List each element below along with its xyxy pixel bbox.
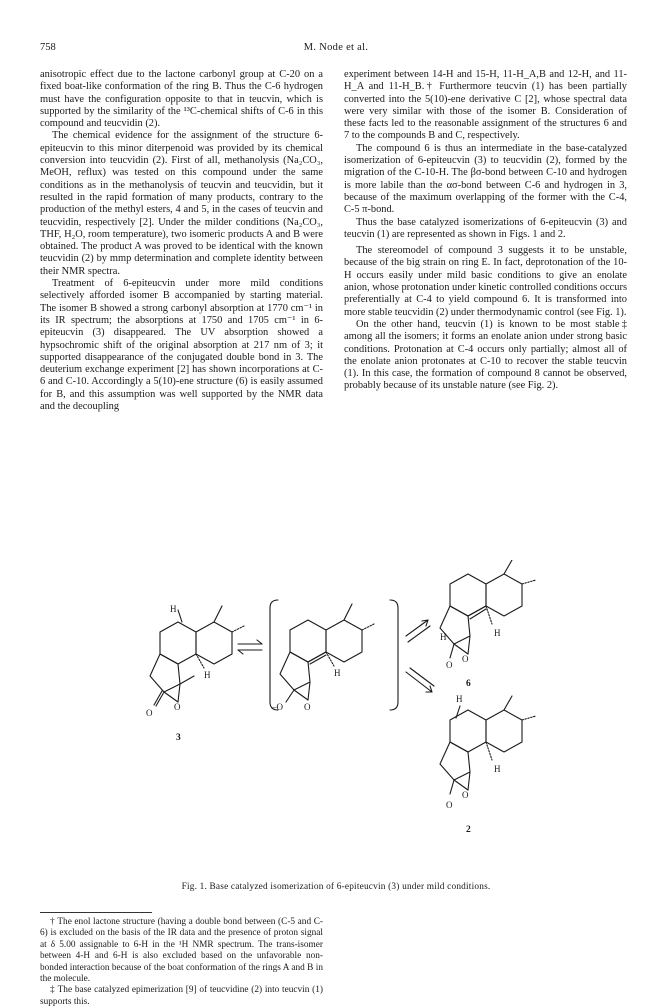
paragraph: anisotropic effect due to the lactone carbonyl group at C-20 on a fixed boat-like conformation of the ring B. Thus the C-6 hydrogen must have the configuration opposite to that in teucvin, which is supported by the similarity of the ¹³C-chemical shifts of C-6 in this compound and teucvidin (2). — [40, 69, 323, 130]
atom-label-h: H — [494, 764, 501, 774]
atom-label-o: O — [146, 708, 153, 718]
scheme-drawing — [120, 560, 550, 850]
paragraph: Treatment of 6-epiteucvin under more mild conditions selectively afforded isomer B accompanied by starting material. The isomer B showed a strong carbonyl absorption at 1770 cm⁻¹ in its IR spectrum; the absorptions at 1750 and 1705 cm⁻¹ in 6-epiteucvin (3) disappeared. The UV absorption showed a hypsochromic shift of the original absorption at 217 nm of 3; it supported disappearance of the conjugated double bond in 3. The deuterium exchange experiment [2] has shown incorporations at C-6 and C-10. Accordingly a 5(10)-ene structure (6) is easily assumed for B, and this assumption was well supported by the NMR data and the decoupling — [40, 278, 323, 413]
footnote: ‡ The base catalyzed epimerization [9] of teucvidine (2) into teucvin (1) supports this. — [40, 985, 323, 1007]
atom-label-h: H — [456, 694, 463, 704]
structure-enolate-intermediate — [270, 600, 398, 710]
page-header — [40, 42, 632, 56]
atom-label-h: H — [204, 670, 211, 680]
footnote-divider — [40, 912, 152, 913]
atom-label-o: O — [446, 800, 453, 810]
figure-caption: Fig. 1. Base catalyzed isomerization of 6-epiteucvin (3) under mild conditions. — [181, 882, 491, 892]
atom-label-o: O — [462, 654, 469, 664]
paragraph: On the other hand, teucvin (1) is known to be most stable‡ among all the isomers; it forms an enolate anion under strong basic conditions. Protonation at C-4 occurs only partially; almost all of the enolate anion protonates at C-10 to recover the stable teucvin (1). In this case, the formation of compound 8 cannot be observed, probably because of its unstable nature (see Fig. 2). — [344, 318, 627, 392]
structure-compound-3 — [150, 606, 244, 706]
footnote: † The enol lactone structure (having a double bond between (C-5 and C-6) is excluded on the basis of the IR data and the presence of proton signal at δ 5.00 assignable to 6-H in the ¹H NMR spectrum. The trans-isomer between 4-H and 6-H is also excluded based on the unfavorable non-bonded interaction because of the boat conformation of the rings A and B in the molecule. — [40, 917, 323, 985]
left-column — [40, 69, 323, 413]
atom-label-h: H — [334, 668, 341, 678]
atom-label-h: H — [170, 604, 177, 614]
paragraph: The chemical evidence for the assignment of the structure 6-epiteucvin to this minor diterpenoid was provided by its chemical conversion into teucvidin (2). First of all, methanolysis (Na₂CO₃, MeOH, reflux) was tested on this compound under the same conditions as in the methanolysis of teucvin and teucvidin, but it resulted in the rapid formation of many products, contrary to the production of the methyl esters, 4 and 5, in the cases of teucvin and teucvidin, respectively [2]. Under the milder conditions (Na₂CO₃, THF, H₂O, room temperature), two isomeric products A and B were obtained. The product A was proved to be identical with the known teucvidin (2) by mmp determination and complete identity between their NMR spectra. — [40, 130, 323, 277]
page-number: 758 — [40, 42, 56, 53]
atom-label-h: H — [440, 632, 447, 642]
atom-label-h: H — [494, 628, 501, 638]
equilibrium-arrow — [238, 640, 262, 654]
paragraph: experiment between 14-H and 15-H, 11-H_A,B and 12-H, and 11-H_A and 11-H_B.† Furthermore teucvin (1) has been partially converted into the 5(10)-ene derivative C [2], whose spectral data were very similar with those of the isomer B. Consideration of these facts led to the reasonable assignment of the structures 6 and 7 to the compounds B and C, respectively. — [344, 69, 627, 142]
atom-label-enolate-o: –O — [272, 702, 283, 712]
atom-label-o: O — [174, 702, 181, 712]
footnotes — [40, 917, 323, 1008]
paragraph: The stereomodel of compound 3 suggests it to be unstable, because of the big strain on ring E. In fact, deprotonation of the 10-H occurs easily under mild basic conditions to give an enolate anion, whose protonation under kinetic controlled conditions occurs preferentially at C-4 to yield compound 6. It is transformed into more stable teucvidin (2) under thermodynamic control (see Fig. 1). — [344, 245, 627, 318]
atom-label-o: O — [304, 702, 311, 712]
compound-number-3: 3 — [176, 733, 181, 743]
equilibrium-arrow-to-6 — [406, 620, 430, 642]
paragraph: Thus the base catalyzed isomerizations of 6-epiteucvin (3) and teucvin (1) are represented as shown in Figs. 1 and 2. — [344, 216, 627, 240]
structure-compound-2 — [440, 696, 536, 794]
compound-number-2: 2 — [466, 825, 471, 835]
reaction-scheme-figure — [120, 560, 550, 850]
atom-label-o: O — [446, 660, 453, 670]
running-head: M. Node et al. — [303, 42, 369, 53]
paragraph: The compound 6 is thus an intermediate in the base-catalyzed isomerization of 6-epiteucvin (3) to teucvidin (2), formed by the migration of the C-10-H. The βσ-bond between C-10 and hydrogen is more labile than the ασ-bond between C-6 and hydrogen in 3, because of the maximum overlapping of the former with the C-4, C-5 π-bond. — [344, 142, 627, 216]
right-column — [344, 69, 627, 393]
compound-number-6: 6 — [466, 679, 471, 689]
atom-label-o: O — [462, 790, 469, 800]
structure-compound-6 — [440, 560, 536, 658]
reaction-arrow-to-2 — [406, 668, 434, 692]
